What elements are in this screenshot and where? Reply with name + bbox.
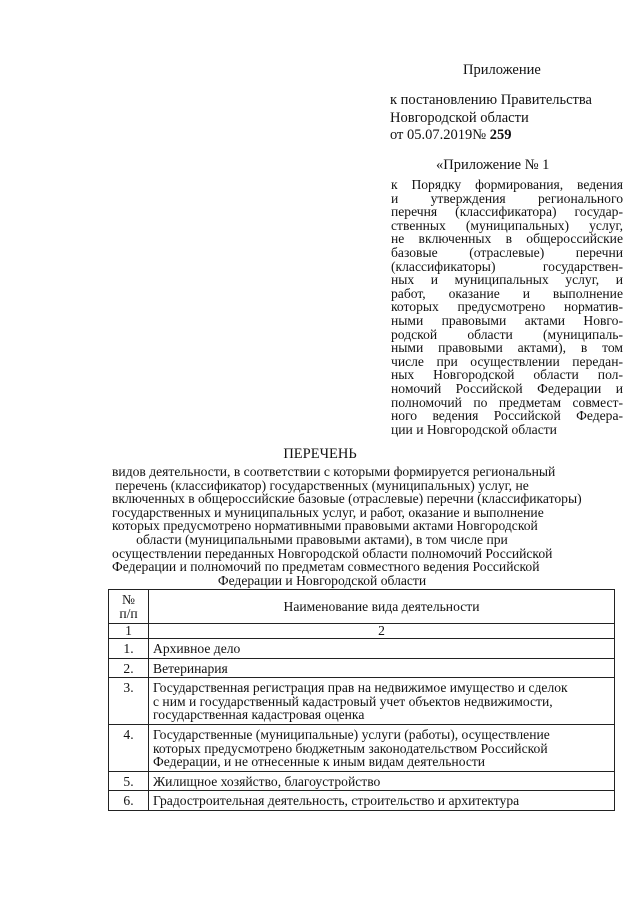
decree-number: 259 [489,127,512,143]
table-row [109,658,615,678]
procedure-line: которых предусмотрено норматив- [391,299,623,315]
row-number: 2. [109,658,149,678]
procedure-line: ции и Новгородской области [391,421,557,437]
activity-name-line: Государственная регистрация прав на недвижимое имущество и сделок [153,680,568,696]
subtitle-line: области (муниципальными правовыми актами), в том числе при [136,531,508,547]
procedure-line: перечня (классификатора) государ- [391,204,623,220]
procedure-line: к Порядку формирования, ведения [391,177,623,192]
procedure-line: родской области (муниципаль- [391,326,623,342]
row-number: 3. [109,678,149,725]
subtitle-line: осуществлении переданных Новгородской области полномочий Российской [112,545,553,561]
table-row [109,724,615,771]
row-activity-name [149,724,615,771]
column-header-number-abbr: п/п [119,605,138,621]
procedure-line: ственных (муниципальных) услуг, [391,217,623,233]
procedure-line: ных и муниципальных услуг, и [391,272,623,288]
procedure-line: работ, оказание и выполнение [391,285,623,301]
column-index-number: 1 [109,624,149,639]
decree-line: Новгородской области [390,109,529,126]
activity-name-line: Градостроительная деятельность, строительство и архитектура [153,793,520,809]
procedure-line: (классификаторы) государствен- [391,258,623,274]
appendix-one-label: «Приложение № 1 [436,157,550,173]
decree-date-line [390,127,630,145]
row-number: 5. [109,771,149,791]
procedure-line: номочий Российской Федерации и [391,380,623,396]
column-header-name: Наименование вида деятельности [149,590,615,624]
table-index-row [109,624,615,639]
procedure-line: базовые (отраслевые) перечни [391,244,623,260]
row-activity-name [149,678,615,725]
row-activity-name [149,791,615,811]
activity-name-line: государственная кадастровая оценка [153,707,365,723]
table-row [109,791,615,811]
procedure-line: полномочий по предметам совмест- [391,394,623,410]
subtitle-line: Федерации и Новгородской области [217,572,427,588]
appendix-label: Приложение [463,62,541,78]
activity-name-line: Федерации, и не отнесенные к иным видам деятельности [153,754,486,770]
table-row [109,678,615,725]
decree-line: к постановлению Правительства [390,92,592,108]
table-row [109,639,615,659]
column-index-name: 2 [149,624,615,639]
row-number: 6. [109,791,149,811]
table-body [109,639,615,811]
procedure-line: числе при осуществлении передан- [391,353,623,369]
activity-name-line: Архивное дело [153,641,241,656]
activity-name-line: с ним и государственный кадастровый учет объектов недвижимости, [153,693,553,709]
subtitle-line: Федерации и полномочий по предметам совместного ведения Российской [112,559,540,575]
procedure-line: и утверждения регионального [391,190,623,206]
row-activity-name [149,658,615,678]
procedure-line: ных Новгородской области пол- [391,367,623,383]
subtitle-line: которых предусмотрено нормативными правовыми актами Новгородской [112,518,538,534]
row-activity-name [149,771,615,791]
subtitle-line: включенных в общероссийские базовые (отраслевые) перечни (классификаторы) [112,491,582,507]
subtitle-line: перечень (классификатор) государственных (муниципальных) услуг, не [115,477,529,493]
row-number: 1. [109,639,149,659]
procedure-reference [391,178,623,436]
table-header-row [109,590,615,624]
procedure-line: ными правовыми актами Новго- [391,312,623,328]
decree-date: от 05.07.2019№ [390,127,490,143]
procedure-line: не включенных в общероссийские [391,231,623,247]
activity-name-line: Ветеринария [153,660,228,676]
column-header-number-symbol: № [122,591,135,607]
activity-name-line: Жилищное хозяйство, благоустройство [153,773,381,789]
list-title: ПЕРЕЧЕНЬ [283,446,357,462]
row-activity-name [149,639,615,659]
subtitle-line: государственных и муниципальных услуг, и работ, оказание и выполнение [112,504,544,520]
column-header-number [109,590,149,624]
decree-reference [390,92,630,145]
subtitle-line: видов деятельности, в соответствии с которыми формируется региональный [112,464,556,479]
list-subtitle [112,464,582,588]
row-number: 4. [109,724,149,771]
procedure-line: ными правовыми актами), в том [391,340,623,356]
activity-name-line: которых предусмотрено бюджетным законодательством Российской [153,740,548,756]
activity-name-line: Государственные (муниципальные) услуги (работы), осуществление [153,726,550,742]
table-row [109,771,615,791]
procedure-line: ного ведения Российской Федера- [391,408,623,424]
activities-table [108,589,615,811]
